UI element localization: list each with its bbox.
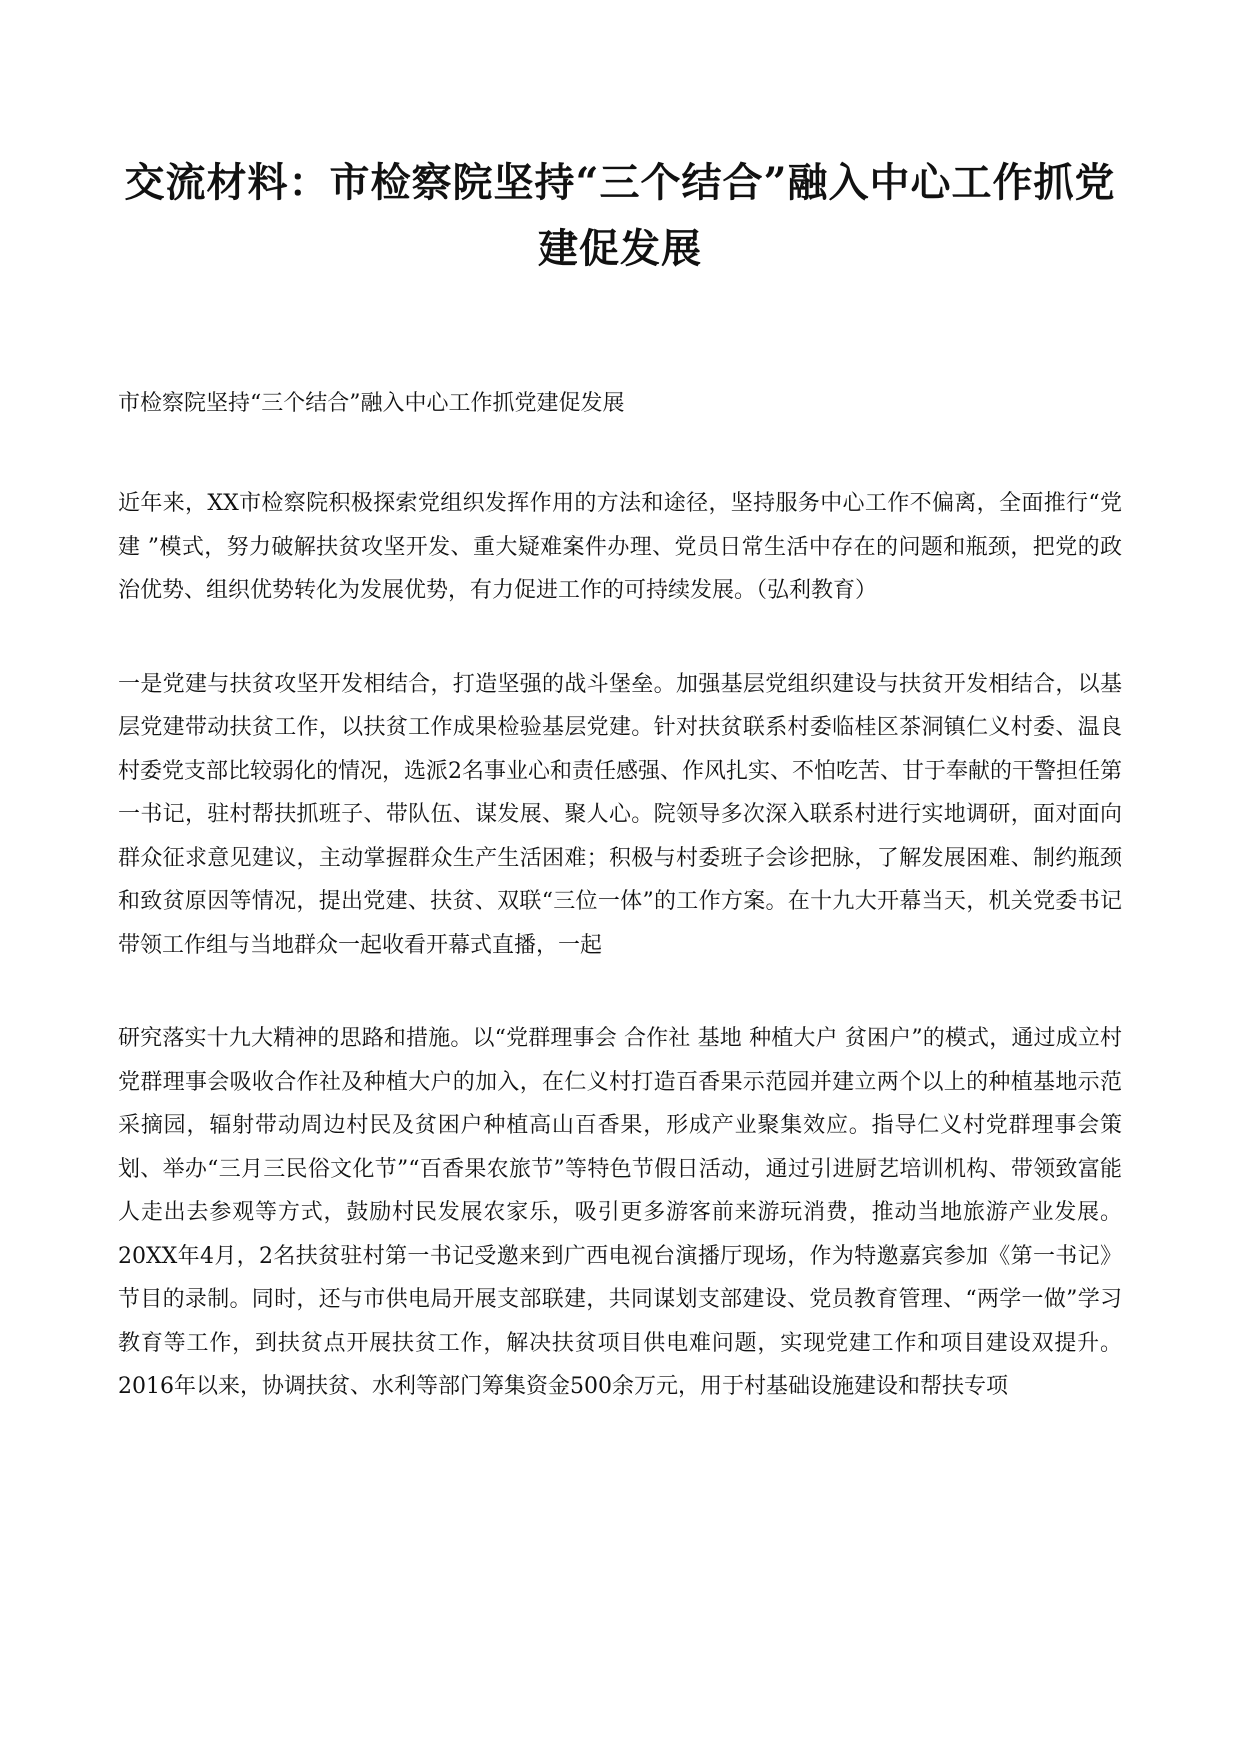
paragraph-intro: 近年来，XX市检察院积极探索党组织发挥作用的方法和途径，坚持服务中心工作不偏离，全面推行“党建 ”模式，努力破解扶贫攻坚开发、重大疑难案件办理、党员日常生活中存在的问题和瓶颈，把党的政治优势、组织优势转化为发展优势，有力促进工作的可持续发展。（弘利教育）	[118, 491, 1122, 603]
paragraph-poverty-alleviation: 一是党建与扶贫攻坚开发相结合，打造坚强的战斗堡垒。加强基层党组织建设与扶贫开发相结合，以基层党建带动扶贫工作，以扶贫工作成果检验基层党建。针对扶贫联系村委临桂区茶洞镇仁义村委、温良村委党支部比较弱化的情况，选派2名事业心和责任感强、作风扎实、不怕吃苦、甘于奉献的干警担任第一书记，驻村帮扶抓班子、带队伍、谋发展、聚人心。院领导多次深入联系村进行实地调研，面对面向群众征求意见建议，主动掌握群众生产生活困难；积极与村委班子会诊把脉，了解发展困难、制约瓶颈和致贫原因等情况，提出党建、扶贫、双联“三位一体”的工作方案。在十九大开幕当天，机关党委书记带领工作组与当地群众一起收看开幕式直播，一起	[118, 671, 1123, 958]
document-subtitle: 市检察院坚持“三个结合”融入中心工作抓党建促发展	[118, 391, 625, 416]
paragraph-implementation: 研究落实十九大精神的思路和措施。以“党群理事会 合作社 基地 种植大户 贫困户”的模式，通过成立村党群理事会吸收合作社及种植大户的加入，在仁义村打造百香果示范园并建立两个以上的种植基地示范采摘园，辐射带动周边村民及贫困户种植高山百香果，形成产业聚集效应。指导仁义村党群理事会策划、举办“三月三民俗文化节”“百香果农旅节”等特色节假日活动，通过引进厨艺培训机构、带领致富能人走出去参观等方式，鼓励村民发展农家乐，吸引更多游客前来游玩消费，推动当地旅游产业发展。20XX年4月，2名扶贫驻村第一书记受邀来到广西电视台演播厅现场，作为特邀嘉宾参加《第一书记》节目的录制。同时，还与市供电局开展支部联建，共同谋划支部建设、党员教育管理、“两学一做”学习教育等工作，到扶贫点开展扶贫工作，解决扶贫项目供电难问题，实现党建工作和项目建设双提升。2016年以来，协调扶贫、水利等部门筹集资金500余万元，用于村基础设施建设和帮扶专项	[118, 1026, 1122, 1399]
document-title: 交流材料：市检察院坚持“三个结合”融入中心工作抓党建促发展	[124, 159, 1116, 272]
